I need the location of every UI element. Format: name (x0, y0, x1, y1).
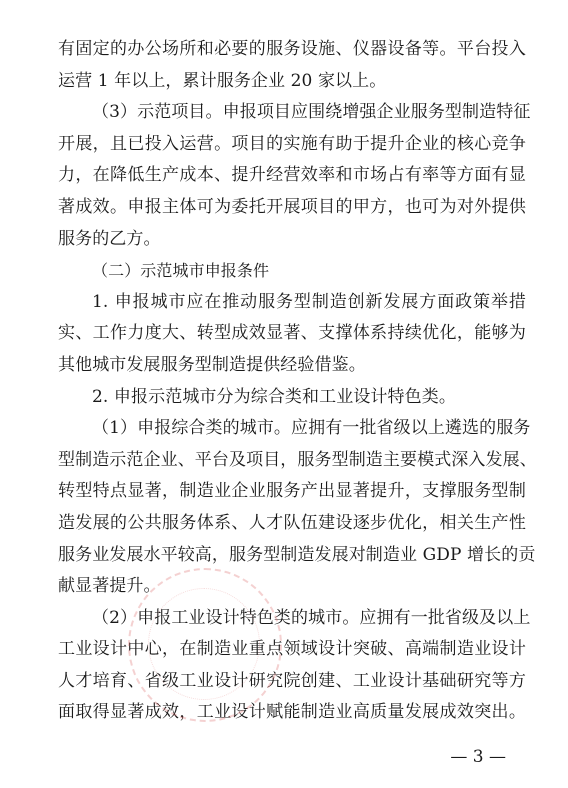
paragraph-line: 造发展的公共服务体系、人才队伍建设逐步优化，相关生产性 (58, 512, 526, 533)
paragraph-line: 开展，且已投入运营。项目的实施有助于提升企业的核心竞争 (58, 133, 526, 154)
paragraph-line: 转型特点显著，制造业企业服务产出显著提升，支撑服务型制 (58, 481, 526, 502)
paragraph-line: 著成效。申报主体可为委托开展项目的甲方，也可为对外提供 (58, 196, 526, 217)
paragraph-line: （1）申报综合类的城市。应拥有一批省级以上遴选的服务 (92, 418, 531, 439)
body-text (58, 34, 537, 729)
paragraph-line: 运营 1 年以上，累计服务企业 20 家以上。 (58, 70, 387, 91)
page-number: — 3 — (450, 747, 506, 767)
section-heading: （二）示范城市申报条件 (92, 261, 270, 281)
paragraph-line: （2）申报工业设计特色类的城市。应拥有一批省级及以上 (92, 607, 531, 628)
paragraph-line: 工业设计中心，在制造业重点领域设计突破、高端制造业设计 (58, 639, 526, 660)
paragraph-line: 人才培育、省级工业设计研究院创建、工业设计基础研究等方 (58, 670, 526, 691)
paragraph-line: 力，在降低生产成本、提升经营效率和市场占有率等方面有显 (58, 165, 526, 186)
paragraph-line: 面取得显著成效，工业设计赋能制造业高质量发展成效突出。 (58, 702, 526, 723)
paragraph-line: 2. 申报示范城市分为综合类和工业设计特色类。 (92, 386, 456, 407)
paragraph-line: 服务的乙方。 (58, 228, 161, 249)
paragraph-line: 型制造示范企业、平台及项目，服务型制造主要模式深入发展、 (58, 449, 537, 470)
paragraph-line: （3）示范项目。申报项目应围绕增强企业服务型制造特征 (92, 102, 531, 123)
paragraph-line: 1. 申报城市应在推动服务型制造创新发展方面政策举措 (92, 291, 526, 312)
paragraph-line: 献显著提升。 (58, 576, 161, 597)
paragraph-line: 服务业发展水平较高，服务型制造发展对制造业 GDP 增长的贡 (58, 544, 536, 565)
paragraph-line: 有固定的办公场所和必要的服务设施、仪器设备等。平台投入 (58, 39, 526, 59)
paragraph-line: 实、工作力度大、转型成效显著、支撑体系持续优化，能够为 (58, 323, 526, 344)
paragraph-line: 其他城市发展服务型制造提供经验借鉴。 (58, 354, 366, 375)
